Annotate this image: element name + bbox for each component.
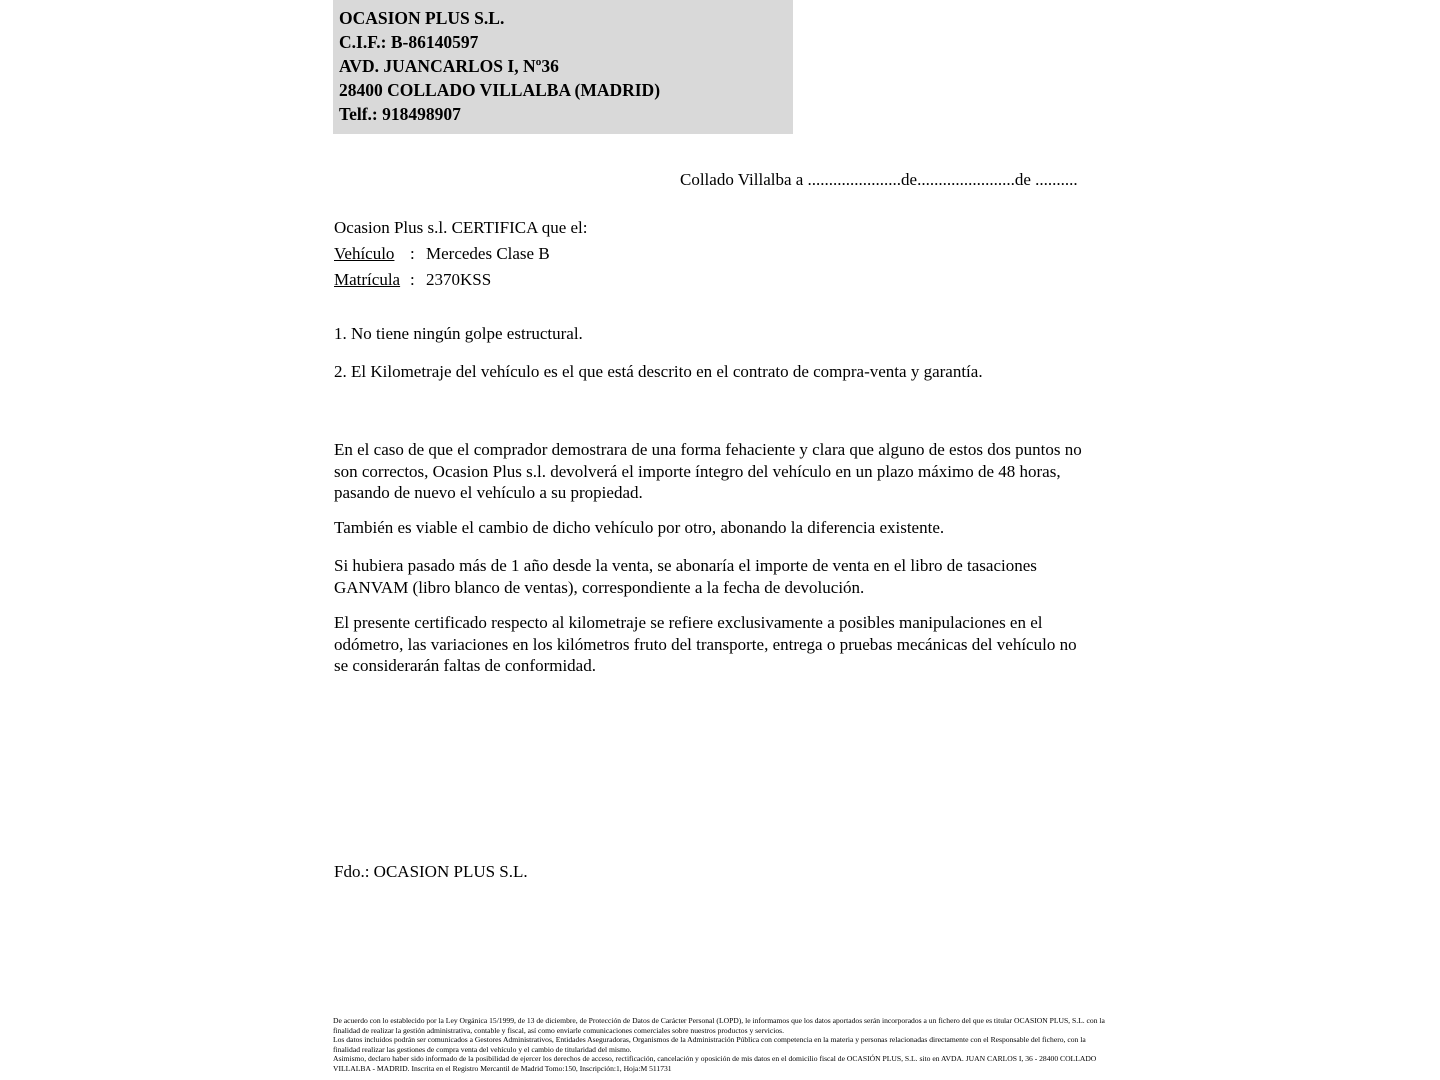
paragraph-exchange: También es viable el cambio de dicho vehículo por otro, abonando la diferencia existente. [334, 518, 945, 537]
plate-value: 2370KSS [426, 270, 492, 289]
legal-footer [333, 1016, 1113, 1074]
vehicle-value: Mercedes Clase B [426, 244, 550, 263]
plate-separator: : [410, 270, 415, 289]
vehicle-separator: : [410, 244, 415, 263]
plate-row [334, 267, 588, 293]
company-name: OCASION PLUS S.L. [339, 8, 505, 28]
paragraph-odometer: El presente certificado respecto al kilometraje se refiere exclusivamente a posibles manipulaciones en el odómetro, las variaciones en los kilómetros fruto del transporte, entrega o pruebas mecánicas del vehículo no se considerarán faltas de conformidad. [334, 613, 1077, 675]
letterhead-block [333, 0, 793, 134]
company-phone: Telf.: 918498907 [339, 104, 461, 124]
certification-block [334, 215, 588, 293]
vehicle-label: Vehículo [334, 244, 395, 263]
point-item-2: 2. El Kilometraje del vehículo es el que está descrito en el contrato de compra-venta y garantía. [334, 362, 983, 381]
paragraph-refund: En el caso de que el comprador demostrara de una forma fehaciente y clara que alguno de estos dos puntos no son correctos, Ocasion Plus s.l. devolverá el importe íntegro del vehículo en un plazo máximo de 48 horas, pasando de nuevo el vehículo a su propiedad. [334, 440, 1082, 502]
signature-line: Fdo.: OCASION PLUS S.L. [334, 862, 528, 881]
legal-paragraph-2: Los datos incluidos podrán ser comunicados a Gestores Administrativos, Entidades Aseguradoras, Organismos de la Administración Pública con competencia en la materia y personas relacionadas directamente con el Responsable del fichero, con la finalidad realizar las gestiones de compra venta del vehículo y el cambio de titularidad del mismo. [333, 1035, 1086, 1054]
point-item-1: 1. No tiene ningún golpe estructural. [334, 324, 583, 343]
plate-label: Matrícula [334, 270, 401, 289]
paragraph-ganvam: Si hubiera pasado más de 1 año desde la venta, se abonaría el importe de venta en el libro de tasaciones GANVAM (libro blanco de ventas), correspondiente a la fecha de devolución. [334, 556, 1037, 597]
date-line: Collado Villalba a ......................de.......................de .......... [680, 170, 1078, 189]
certification-intro: Ocasion Plus s.l. CERTIFICA que el: [334, 218, 588, 237]
company-city: 28400 COLLADO VILLALBA (MADRID) [339, 80, 661, 100]
company-cif: C.I.F.: B-86140597 [339, 32, 479, 52]
legal-paragraph-1: De acuerdo con lo establecido por la Ley Orgánica 15/1999, de 13 de diciembre, de Protección de Datos de Carácter Personal (LOPD), le informamos que los datos aportados serán incorporados a un fichero del que es titular OCASION PLUS, S.L. con la finalidad de realizar la gestión administrativa, contable y fiscal, así como enviarle comunicaciones comerciales sobre nuestros productos y servicios. [333, 1016, 1105, 1035]
vehicle-row [334, 241, 588, 267]
company-address: AVD. JUANCARLOS I, Nº36 [339, 56, 559, 76]
legal-paragraph-3: Asimismo, declaro haber sido informado de la posibilidad de ejercer los derechos de acceso, rectificación, cancelación y oposición de mis datos en el domicilio fiscal de OCASIÓN PLUS, S.L. sito en AVDA. JUAN CARLOS I, 36 - 28400 COLLADO VILLALBA - MADRID. Inscrita en el Registro Mercantil de Madrid Tomo:150, Inscripción:1, Hoja:M 511731 [333, 1054, 1097, 1073]
